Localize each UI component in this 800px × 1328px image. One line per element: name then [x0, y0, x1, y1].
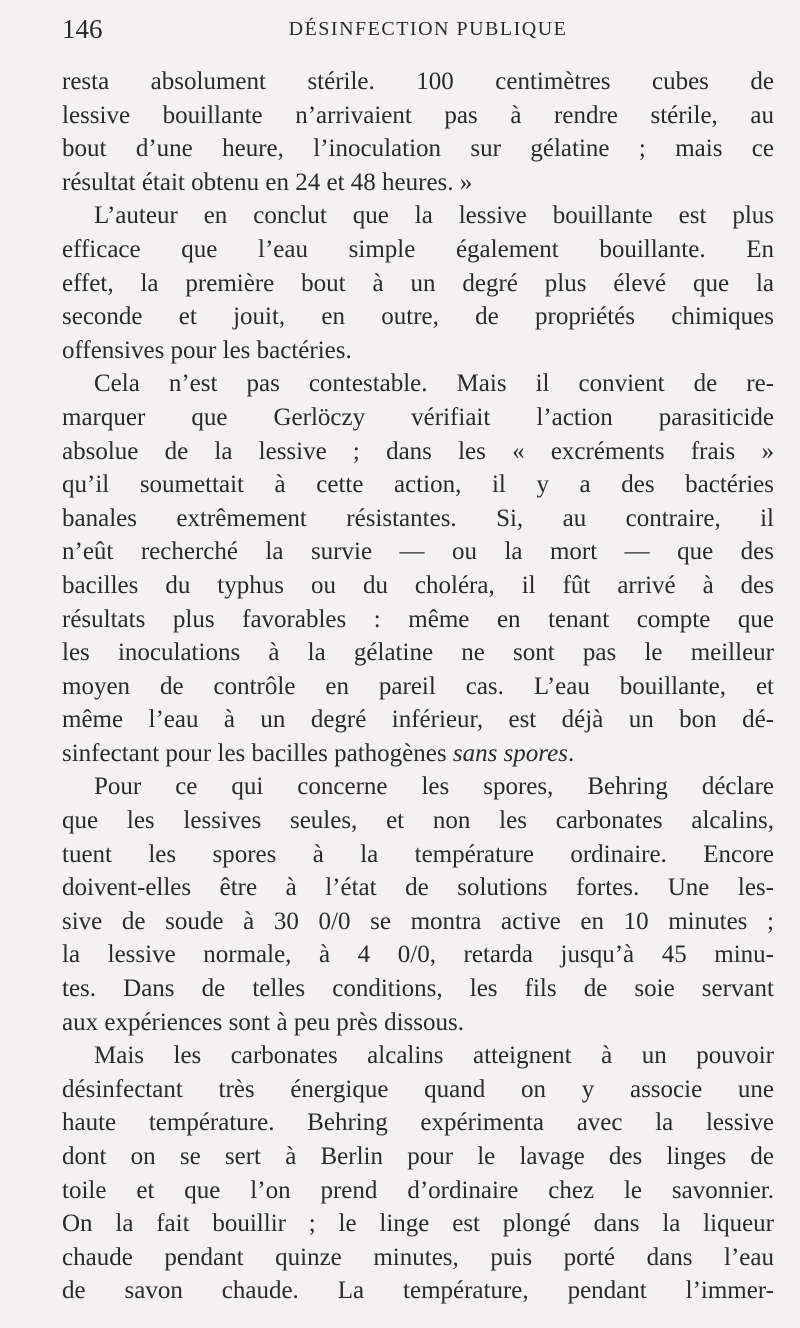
- text-line: resta absolument stérile. 100 centimètres cubes de: [62, 68, 774, 95]
- page-header: [62, 14, 774, 54]
- text-line: dont on se sert à Berlin pour le lavage des linges de: [62, 1143, 774, 1170]
- text-line: bout d’une heure, l’inoculation sur gélatine ; mais ce: [62, 135, 774, 163]
- text-line: désinfectant très énergique quand on y associe une: [62, 1075, 774, 1103]
- text-line: les inoculations à la gélatine ne sont pas le meilleur: [62, 639, 774, 667]
- text-line: aux expériences sont à peu près dissous.: [62, 1008, 464, 1036]
- text-segment: sinfectant pour les bacilles pathogènes: [62, 739, 447, 767]
- body-text: [62, 65, 774, 1308]
- text-line: la lessive normale, à 4 0/0, retarda jusqu’à 45 minu-: [62, 941, 774, 969]
- text-line: de savon chaude. La température, pendant l’immer-: [62, 1277, 774, 1305]
- text-line: effet, la première bout à un degré plus élevé que la: [62, 269, 774, 297]
- text-line: marquer que Gerlöczy vérifiait l’action parasiticide: [62, 403, 774, 431]
- text-line: efficace que l’eau simple également bouillante. En: [62, 235, 774, 263]
- text-line: offensives pour les bactéries.: [62, 336, 352, 364]
- text-line: banales extrêmement résistantes. Si, au contraire, il: [62, 504, 774, 532]
- text-line: haute température. Behring expérimenta avec la lessive: [62, 1109, 774, 1137]
- text-line: L’auteur en conclut que la lessive bouillante est plus: [94, 202, 774, 230]
- page-number: 146: [62, 14, 103, 44]
- paragraph-5: [62, 1039, 774, 1308]
- text-line: lessive bouillante n’arrivaient pas à rendre stérile, au: [62, 101, 774, 129]
- text-line: bacilles du typhus ou du choléra, il fût arrivé à des: [62, 571, 774, 599]
- text-line: tes. Dans de telles conditions, les fils de soie servant: [62, 975, 774, 1003]
- paragraph-4: [62, 770, 774, 1039]
- text-line: seconde et jouit, en outre, de propriétés chimiques: [62, 303, 774, 331]
- text-line: que les lessives seules, et non les carbonates alcalins,: [62, 807, 774, 835]
- text-line: Cela n’est pas contestable. Mais il convient de re-: [94, 370, 774, 398]
- text-line: tuent les spores à la température ordinaire. Encore: [62, 840, 774, 868]
- text-line: Pour ce qui concerne les spores, Behring déclare: [94, 773, 774, 801]
- text-line: toile et que l’on prend d’ordinaire chez le savonnier.: [62, 1176, 774, 1204]
- text-line: même l’eau à un degré inférieur, est déjà un bon dé-: [62, 706, 774, 734]
- text-line: On la fait bouillir ; le linge est plongé dans la liqueur: [62, 1210, 774, 1238]
- text-line: chaude pendant quinze minutes, puis porté dans l’eau: [62, 1243, 774, 1271]
- paragraph-2: [62, 199, 774, 367]
- running-title: DÉSINFECTION PUBLIQUE: [288, 18, 568, 40]
- text-line: doivent-elles être à l’état de solutions fortes. Une les-: [62, 874, 774, 902]
- text-line: résultats plus favorables : même en tenant compte que: [62, 605, 774, 633]
- italic-emphasis: sans spores: [452, 739, 568, 767]
- text-line: [62, 737, 774, 771]
- text-line: absolue de la lessive ; dans les « excréments frais »: [62, 437, 774, 465]
- text-segment: .: [567, 739, 575, 767]
- text-line: qu’il soumettait à cette action, il y a des bactéries: [62, 471, 774, 499]
- text-line: moyen de contrôle en pareil cas. L’eau bouillante, et: [62, 672, 774, 700]
- paragraph-1: [62, 65, 774, 199]
- paragraph-3: [62, 367, 774, 770]
- text-line: Mais les carbonates alcalins atteignent à un pouvoir: [94, 1042, 774, 1070]
- text-line: résultat était obtenu en 24 et 48 heures. »: [62, 168, 473, 196]
- text-line: sive de soude à 30 0/0 se montra active en 10 minutes ;: [62, 907, 774, 935]
- text-line: n’eût recherché la survie — ou la mort — que des: [62, 538, 774, 566]
